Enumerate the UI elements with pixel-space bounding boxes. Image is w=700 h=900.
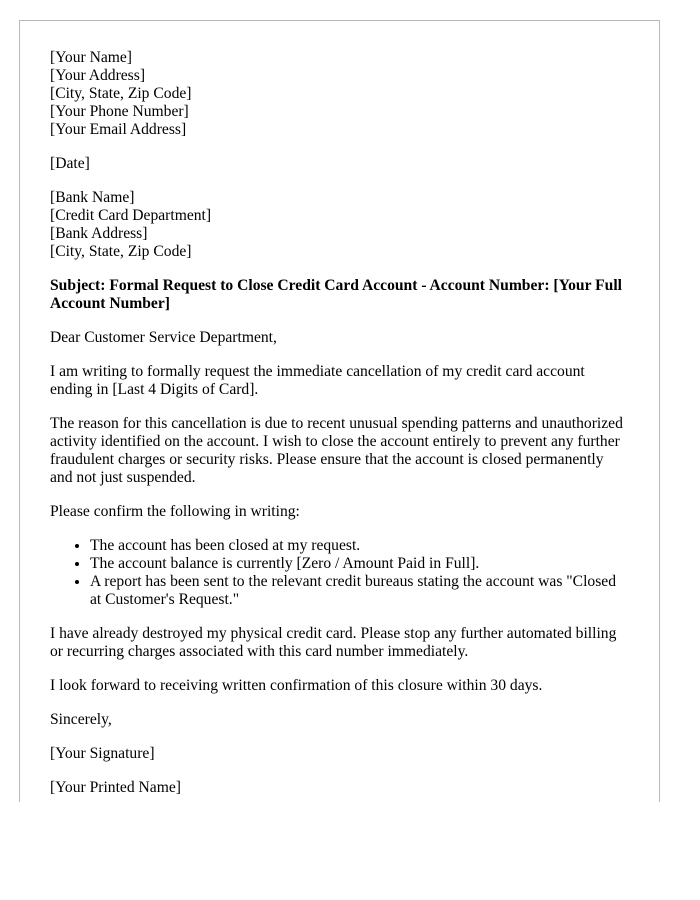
sender-phone: [Your Phone Number]	[50, 103, 189, 120]
sender-address-block	[50, 49, 629, 139]
recipient-city-state-zip: [City, State, Zip Code]	[50, 243, 192, 260]
subject-block	[50, 277, 629, 313]
sender-address: [Your Address]	[50, 67, 146, 84]
signature: [Your Signature]	[50, 745, 155, 762]
sender-email: [Your Email Address]	[50, 121, 187, 138]
signoff-block	[50, 711, 629, 729]
signoff: Sincerely,	[50, 711, 112, 728]
paragraph-request: I am writing to formally request the immediate cancellation of my credit card account ending in [Last 4 Digits of Card].	[50, 363, 585, 398]
list-item: • A report has been sent to the relevant credit bureaus stating the account was "Closed at Customer's Request."	[90, 573, 629, 609]
date-block	[50, 155, 629, 173]
sender-name: [Your Name]	[50, 49, 133, 66]
subject-line: Subject: Formal Request to Close Credit Card Account - Account Number: [Your Full Account Number]	[50, 277, 623, 312]
body-paragraph	[50, 415, 629, 487]
letter-body	[50, 49, 629, 797]
letter-date: [Date]	[50, 155, 90, 172]
body-paragraph	[50, 503, 629, 521]
letter-page	[19, 20, 660, 802]
confirmation-list	[50, 537, 629, 609]
signature-block	[50, 745, 629, 763]
salutation-block	[50, 329, 629, 347]
body-paragraph	[50, 363, 629, 399]
sender-city-state-zip: [City, State, Zip Code]	[50, 85, 192, 102]
printed-name-block	[50, 779, 629, 797]
recipient-bank-name: [Bank Name]	[50, 189, 135, 206]
salutation: Dear Customer Service Department,	[50, 329, 277, 346]
paragraph-card-destroyed: I have already destroyed my physical credit card. Please stop any further automated billing or recurring charges associated with this card number immediately.	[50, 625, 617, 660]
recipient-address-block	[50, 189, 629, 261]
body-paragraph	[50, 625, 629, 661]
paragraph-follow-up: I look forward to receiving written confirmation of this closure within 30 days.	[50, 677, 543, 694]
printed-name: [Your Printed Name]	[50, 779, 181, 796]
recipient-bank-address: [Bank Address]	[50, 225, 148, 242]
body-paragraph	[50, 677, 629, 695]
list-item: • The account balance is currently [Zero / Amount Paid in Full].	[90, 555, 629, 573]
paragraph-reason: The reason for this cancellation is due to recent unusual spending patterns and unauthorized activity identified on the account. I wish to close the account entirely to prevent any further fraudulent charges or security risks. Please ensure that the account is closed permanently and not just suspended.	[50, 415, 623, 486]
recipient-department: [Credit Card Department]	[50, 207, 212, 224]
paragraph-confirm-intro: Please confirm the following in writing:	[50, 503, 300, 520]
list-item: • The account has been closed at my request.	[90, 537, 629, 555]
